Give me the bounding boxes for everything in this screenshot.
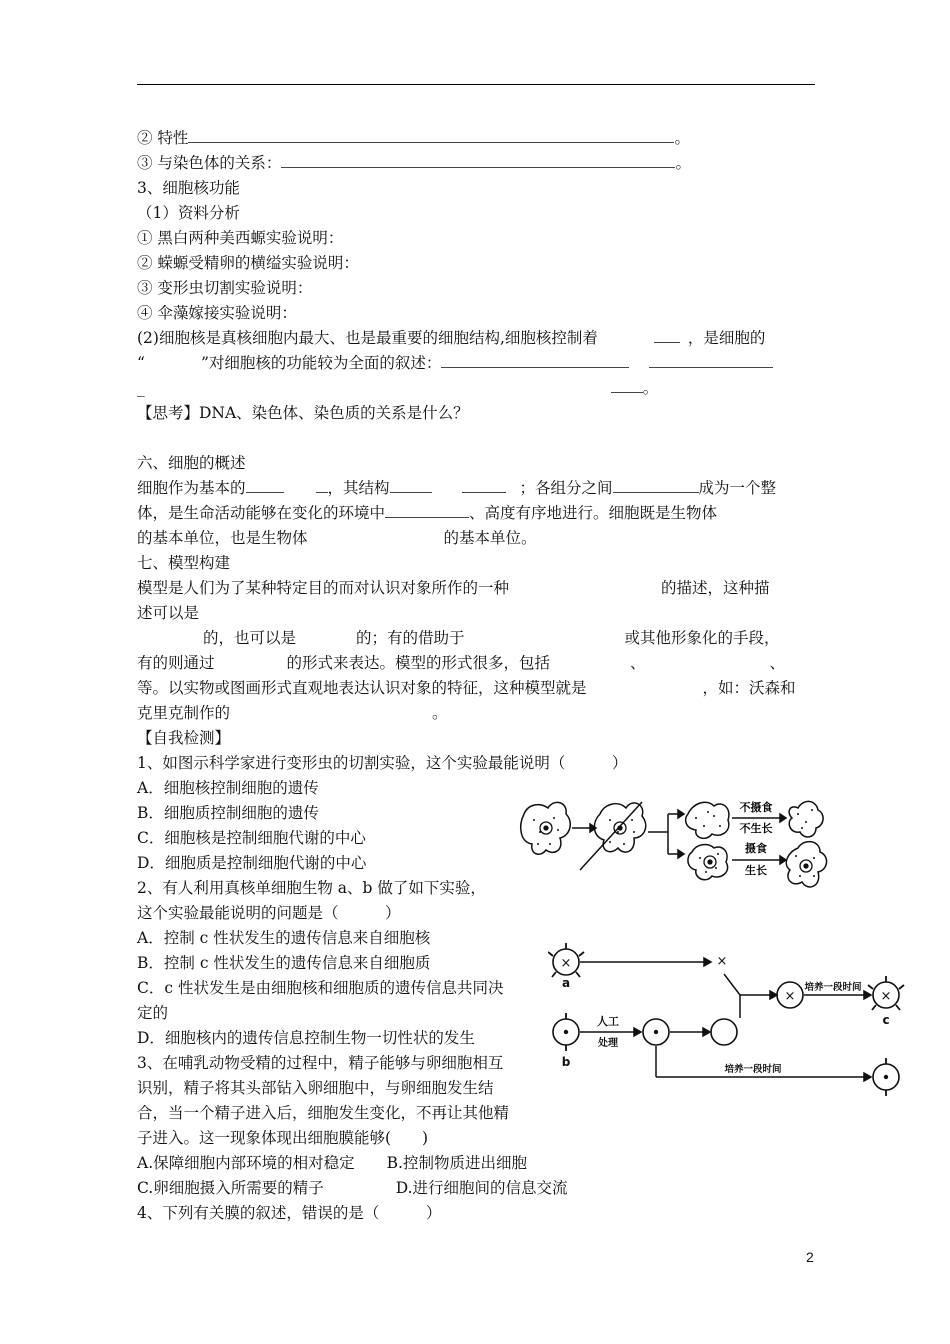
q1-option-c: C．细胞核是控制细胞代谢的中心 — [137, 829, 366, 847]
q3-options-cd: C.卵细胞摄入所需要的精子 D.进行细胞间的信息交流 — [137, 1179, 568, 1197]
question-3: 3、在哺乳动物受精的过程中，精子能够与卵细胞相互 — [137, 1054, 504, 1072]
question-2: 2、有人利用真核单细胞生物 a、b 做了如下实验， — [137, 879, 486, 897]
line-salamander: ① 黑白两种美西螈实验说明： — [137, 229, 344, 247]
line-overview-2: 体，是生命活动能够在变化的环境中 、高度有序地进行。细胞既是生物体 — [137, 504, 718, 522]
line-newt: ② 蝾螈受精卵的横缢实验说明： — [137, 254, 359, 272]
line-material-analysis: （1）资料分析 — [137, 204, 240, 222]
q1-option-b: B．细胞质控制细胞的遗传 — [137, 804, 319, 822]
nucleus-transplant-figure — [548, 938, 908, 1110]
nucleus-x-a: × — [560, 956, 572, 971]
line-overview-3: 的基本单位，也是生物体 的基本单位。 — [137, 529, 537, 547]
label-a: a — [561, 976, 571, 990]
line-model-6: 克里克制作的 。 — [137, 704, 448, 722]
nucleus-x-hybrid: × — [784, 989, 796, 1004]
q2-option-b: B．控制 c 性状发生的遗传信息来自细胞质 — [137, 954, 431, 972]
page-number: 2 — [806, 1249, 814, 1265]
q2-option-c-cont: 定的 — [137, 1004, 169, 1022]
culture-label-bottom: 培养一段时间 — [724, 1064, 782, 1075]
q3-options-ab: A.保障细胞内部环境的相对稳定 B.控制物质进出细胞 — [137, 1154, 527, 1172]
line-chromosome-relation: ③ 与染色体的关系： 。 — [137, 154, 691, 172]
line-model-1: 模型是人们为了某种特定目的而对认识对象所作的一种 的描述，这种描 — [137, 579, 770, 597]
line-nucleus-function-heading: 3、细胞核功能 — [137, 179, 240, 197]
line-think: 【思考】DNA、染色体、染色质的关系是什么？ — [137, 404, 469, 422]
question-3-cont-2: 合，当一个精子进入后，细胞发生变化，不再让其他精 — [137, 1104, 510, 1122]
q1-option-d: D．细胞质是控制细胞代谢的中心 — [137, 854, 367, 872]
question-4: 4、下列有关膜的叙述，错误的是（ ） — [137, 1204, 442, 1222]
amoeba-experiment-figure — [510, 792, 845, 897]
q1-option-a: A．细胞核控制细胞的遗传 — [137, 779, 319, 797]
line-model-5: 等。以实物或图画形式直观地表达认识对象的特征，这种模型就是 ，如：沃森和 — [137, 679, 796, 697]
label-c: c — [882, 1013, 890, 1027]
line-amoeba: ③ 变形虫切割实验说明： — [137, 279, 313, 297]
line-nucleus-property: ② 特性 。 — [137, 129, 690, 147]
line-nucleus-summary: “ ”对细胞核的功能较为全面的叙述： — [137, 353, 773, 373]
label-b: b — [561, 1055, 571, 1069]
header-rule — [137, 84, 815, 85]
line-nucleus-control: (2)细胞核是真核细胞内最大、也是最重要的细胞结构,细胞核控制着 ，是细胞的 — [137, 329, 766, 347]
question-3-cont-3: 子进入。这一现象体现出细胞膜能够( ) — [137, 1129, 429, 1147]
nucleus-x-transfer: × — [716, 954, 728, 969]
culture-label-top: 培养一段时间 — [804, 982, 862, 993]
processing-label: 处理 — [598, 1038, 618, 1049]
line-model-2: 述可以是 — [137, 604, 200, 622]
section-self-test: 【自我检测】 — [137, 729, 231, 747]
artificial-label: 人工 — [597, 1015, 619, 1028]
section-cell-overview: 六、细胞的概述 — [137, 454, 246, 472]
no-feeding-label: 不摄食 — [739, 801, 773, 814]
line-nucleus-summary-cont: _ 。 — [137, 379, 659, 397]
q2-option-a: A．控制 c 性状发生的遗传信息来自细胞核 — [137, 929, 431, 947]
section-model: 七、模型构建 — [137, 554, 231, 572]
question-1: 1、如图示科学家进行变形虫的切割实验，这个实验最能说明（ ） — [137, 754, 628, 772]
feeding-label: 摄食 — [745, 842, 767, 855]
growth-label: 生长 — [745, 864, 767, 877]
nucleus-x-c: × — [880, 989, 892, 1004]
question-3-cont-1: 识别，精子将其头部钻入卵细胞中，与卵细胞发生结 — [137, 1079, 494, 1097]
line-model-4: 有的则通过 的形式来表达。模型的形式很多，包括 、 、 — [137, 654, 786, 672]
question-2-cont: 这个实验最能说明的问题是（ ） — [137, 904, 401, 922]
enucleated-cell-icon — [711, 1019, 737, 1045]
line-model-3: 的，也可以是 的；有的借助于 或其他形象化的手段， — [203, 629, 780, 647]
line-overview-1: 细胞作为基本的 ，其结构 ；各组分之间 成为一个整 — [137, 479, 777, 497]
amoeba-enucleated-icon — [686, 802, 729, 838]
line-acetabularia: ④ 伞藻嫁接实验说明： — [137, 304, 297, 322]
amoeba-enucleated-result-icon — [789, 801, 823, 837]
q2-option-d: D．细胞核内的遗传信息控制生物一切性状的发生 — [137, 1029, 475, 1047]
q2-option-c: C．c 性状发生是由细胞核和细胞质的遗传信息共同决 — [137, 979, 504, 997]
no-growth-label: 不生长 — [739, 822, 773, 835]
